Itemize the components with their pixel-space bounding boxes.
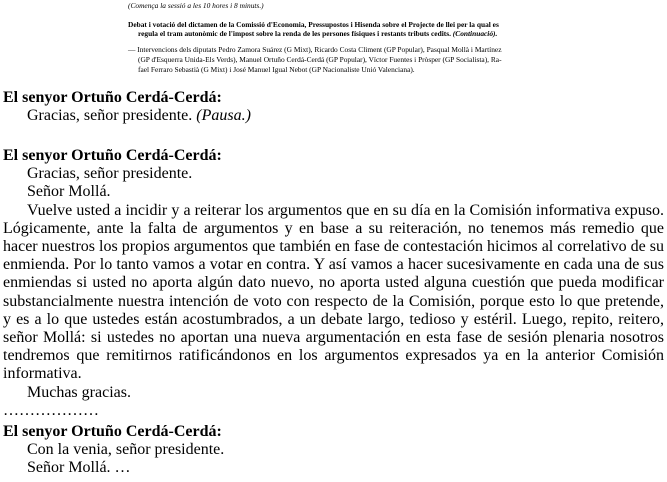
speech-paragraph-line: informativa. bbox=[3, 365, 82, 383]
speaker-name: El senyor Ortuño Cerdá-Cerdá: bbox=[3, 147, 222, 164]
speech-paragraph-line: substancialmente nuestra intención de voto con respecto de la Comisión, porque esto lo que pretende, bbox=[3, 292, 664, 310]
speech-paragraph-line: hacer nuestros los propios argumentos que también en fase de contestación hicimos al correlativo de su bbox=[3, 238, 664, 256]
speech-line: Señor Mollá. bbox=[27, 183, 111, 201]
closing-line: Muchas gracias. bbox=[27, 383, 131, 401]
speaker-name: El senyor Ortuño Cerdá-Cerdá: bbox=[3, 89, 222, 106]
speech-paragraph-line: Lógicamente, ante la falta de argumentos y en base a su reiteración, no tenemos más remedio que bbox=[3, 219, 664, 237]
speech-paragraph-line: enmiendas si usted no aporta algún dato nuevo, no aporta usted alguna cuestión que pueda modificar bbox=[3, 274, 664, 292]
speech-block bbox=[3, 89, 664, 125]
speech-block bbox=[3, 423, 664, 478]
debate-title-line: Debat i votació del dictamen de la Comissió d'Economia, Pressupostos i Hisenda sobre el Projecte de llei per la qual es bbox=[128, 20, 499, 29]
speech-paragraph-line: y es a lo que ustedes están acostumbrados, a un debate largo, tedioso y estéril. Luego, repito, reitero, bbox=[3, 310, 664, 328]
stage-direction: (Pausa.) bbox=[196, 107, 251, 125]
interventions-line: (GP d'Esquerra Unida-Els Verds), Manuel Ortuño Cerdá-Cerdá (GP Popular), Víctor Fuentes i Pròsper (GP Socialista), Ra- bbox=[138, 55, 502, 64]
separator-dots: ……………… bbox=[3, 401, 99, 419]
speech-line: Con la venia, señor presidente. bbox=[27, 441, 225, 459]
interventions-line: — Intervencions dels diputats Pedro Zamora Suárez (G Mixt), Ricardo Costa Climent (GP Popular), Pasqual Mollà i Martínez bbox=[128, 45, 502, 54]
document-clipping-header bbox=[0, 0, 667, 90]
speech-text: Gracias, señor presidente. bbox=[27, 107, 197, 125]
speaker-name: El senyor Ortuño Cerdá-Cerdá: bbox=[3, 423, 222, 440]
debate-title-line bbox=[138, 29, 497, 38]
speech-line: Gracias, señor presidente. bbox=[27, 165, 193, 183]
speech-paragraph-line: enmienda. Por lo tanto vamos a votar en contra. Y así vamos a hacer sucesivamente en cada una de sus bbox=[3, 256, 664, 274]
session-note: (Comença la sessió a les 10 hores i 8 minuts.) bbox=[128, 1, 264, 10]
debate-title-continuation: (Continuació). bbox=[452, 29, 498, 38]
speech-paragraph bbox=[3, 107, 664, 125]
debate-title-text: regula el tram autonòmic de l'impost sobre la renda de les persones físiques i restants tributs cedits. bbox=[138, 29, 451, 38]
speech-paragraph-line: Vuelve usted a incidir y a reiterar los argumentos que en su día en la Comisión informativa expuso. bbox=[27, 201, 664, 219]
speech-block bbox=[3, 147, 664, 420]
speech-line: Señor Mollá. … bbox=[27, 459, 131, 477]
speech-paragraph-line: tendremos que remitirnos ratificándonos en los argumentos expresados ya en la anterior Comisión bbox=[3, 347, 664, 365]
interventions-line: fael Ferraro Sebastià (G Mixt) i José Manuel Igual Nebot (GP Nacionaliste Unió Valenciana). bbox=[138, 65, 415, 74]
speech-paragraph-line: señor Mollá: si ustedes no aportan una nueva argumentación en esta fase de sesión plenaria nosotros bbox=[3, 329, 664, 347]
